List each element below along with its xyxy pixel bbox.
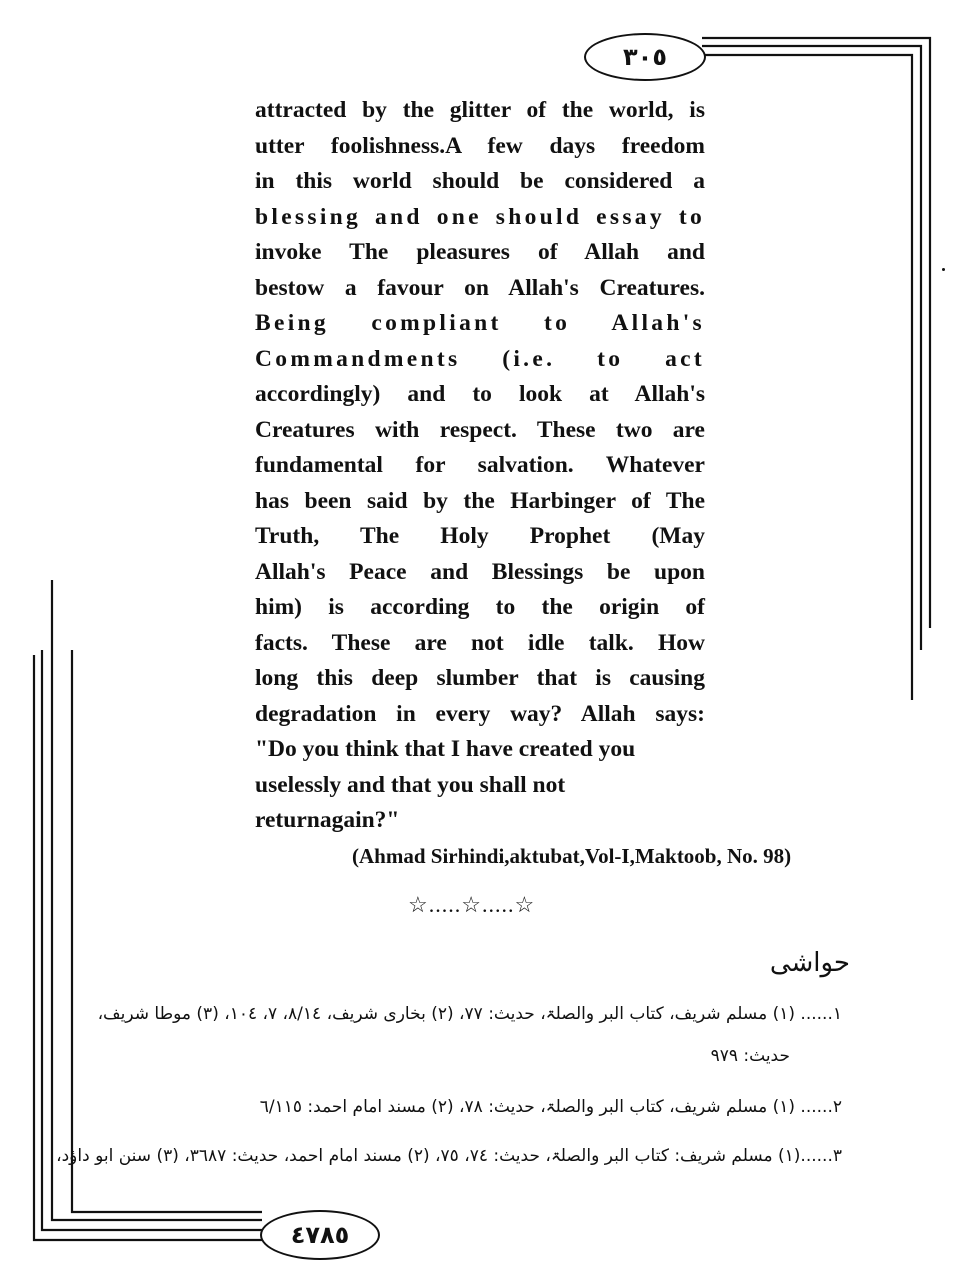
text-line: facts. These are not idle talk. How bbox=[255, 629, 705, 656]
text-line: Commandments (i.e. to act bbox=[255, 345, 705, 372]
text-line: invoke The pleasures of Allah and bbox=[255, 239, 705, 265]
text-line: fundamental for salvation. Whatever bbox=[255, 452, 705, 478]
citation: (Ahmad Sirhindi,aktubat,Vol-I,Maktoob, No. 98) bbox=[352, 844, 792, 868]
footnote-1-continued: حدیث: ٩٧٩ bbox=[710, 1046, 790, 1066]
border-line-middle bbox=[702, 46, 921, 650]
footnotes-heading: حواشی bbox=[769, 948, 850, 978]
star-divider: ☆.....☆.....☆ bbox=[408, 892, 536, 917]
text-line: "Do you think that I have created you bbox=[255, 736, 636, 762]
footnote-1: ١...... (١) مسلم شریف، کتاب البر والصلۃ، حدیث: ٧٧، (٢) بخاری شریف، ٨/١٤، ٧، ١٠٤، (٣) موطا شریف، bbox=[97, 1004, 842, 1024]
text-line: him) is according to the origin of bbox=[255, 594, 705, 620]
text-line: Being compliant to Allah's bbox=[255, 310, 705, 336]
text-line: utter foolishness.A few days freedom bbox=[255, 132, 705, 159]
border-line-left-inner bbox=[72, 650, 262, 1212]
text-line: has been said by the Harbinger of The bbox=[255, 487, 705, 514]
border-line-outer bbox=[702, 38, 930, 628]
bottom-page-number-badge bbox=[260, 1210, 380, 1260]
text-line: long this deep slumber that is causing bbox=[255, 665, 705, 691]
main-text-block bbox=[255, 93, 705, 839]
text-line: in this world should be considered a bbox=[255, 168, 705, 194]
border-line-left-middle bbox=[42, 650, 262, 1230]
text-line: degradation in every way? Allah says: bbox=[255, 700, 705, 727]
border-line-inner bbox=[702, 55, 912, 700]
footnote-3: ٣......(١) مسلم شریف: کتاب البر والصلۃ، حدیث: ٧٤، ٧٥، (٢) مسند امام احمد، حدیث: ٣٦٨٧، (٣) سنن ابو داؤد، bbox=[56, 1146, 842, 1166]
text-line: blessing and one should essay to bbox=[255, 203, 705, 230]
top-page-number-badge bbox=[584, 33, 706, 81]
text-line: Creatures with respect. These two are bbox=[255, 416, 705, 443]
text-line: bestow a favour on Allah's Creatures. bbox=[255, 274, 705, 301]
text-line: Truth, The Holy Prophet (May bbox=[255, 523, 705, 549]
text-line: accordingly) and to look at Allah's bbox=[255, 381, 705, 407]
bottom-page-number: ٤٧٨٥ bbox=[290, 1221, 350, 1249]
border-line-left-outer bbox=[52, 580, 262, 1220]
text-line: returnagain?" bbox=[255, 807, 400, 833]
footnote-2: ٢...... (١) مسلم شریف، کتاب البر والصلۃ، حدیث: ٧٨، (٢) مسند امام احمد: ٦/١١٥ bbox=[259, 1097, 842, 1117]
top-page-number: ٣٠٥ bbox=[623, 43, 667, 71]
text-line: Allah's Peace and Blessings be upon bbox=[255, 558, 705, 585]
text-line: uselessly and that you shall not bbox=[255, 771, 566, 798]
text-line: attracted by the glitter of the world, is bbox=[255, 97, 705, 123]
stray-dot bbox=[942, 268, 945, 271]
